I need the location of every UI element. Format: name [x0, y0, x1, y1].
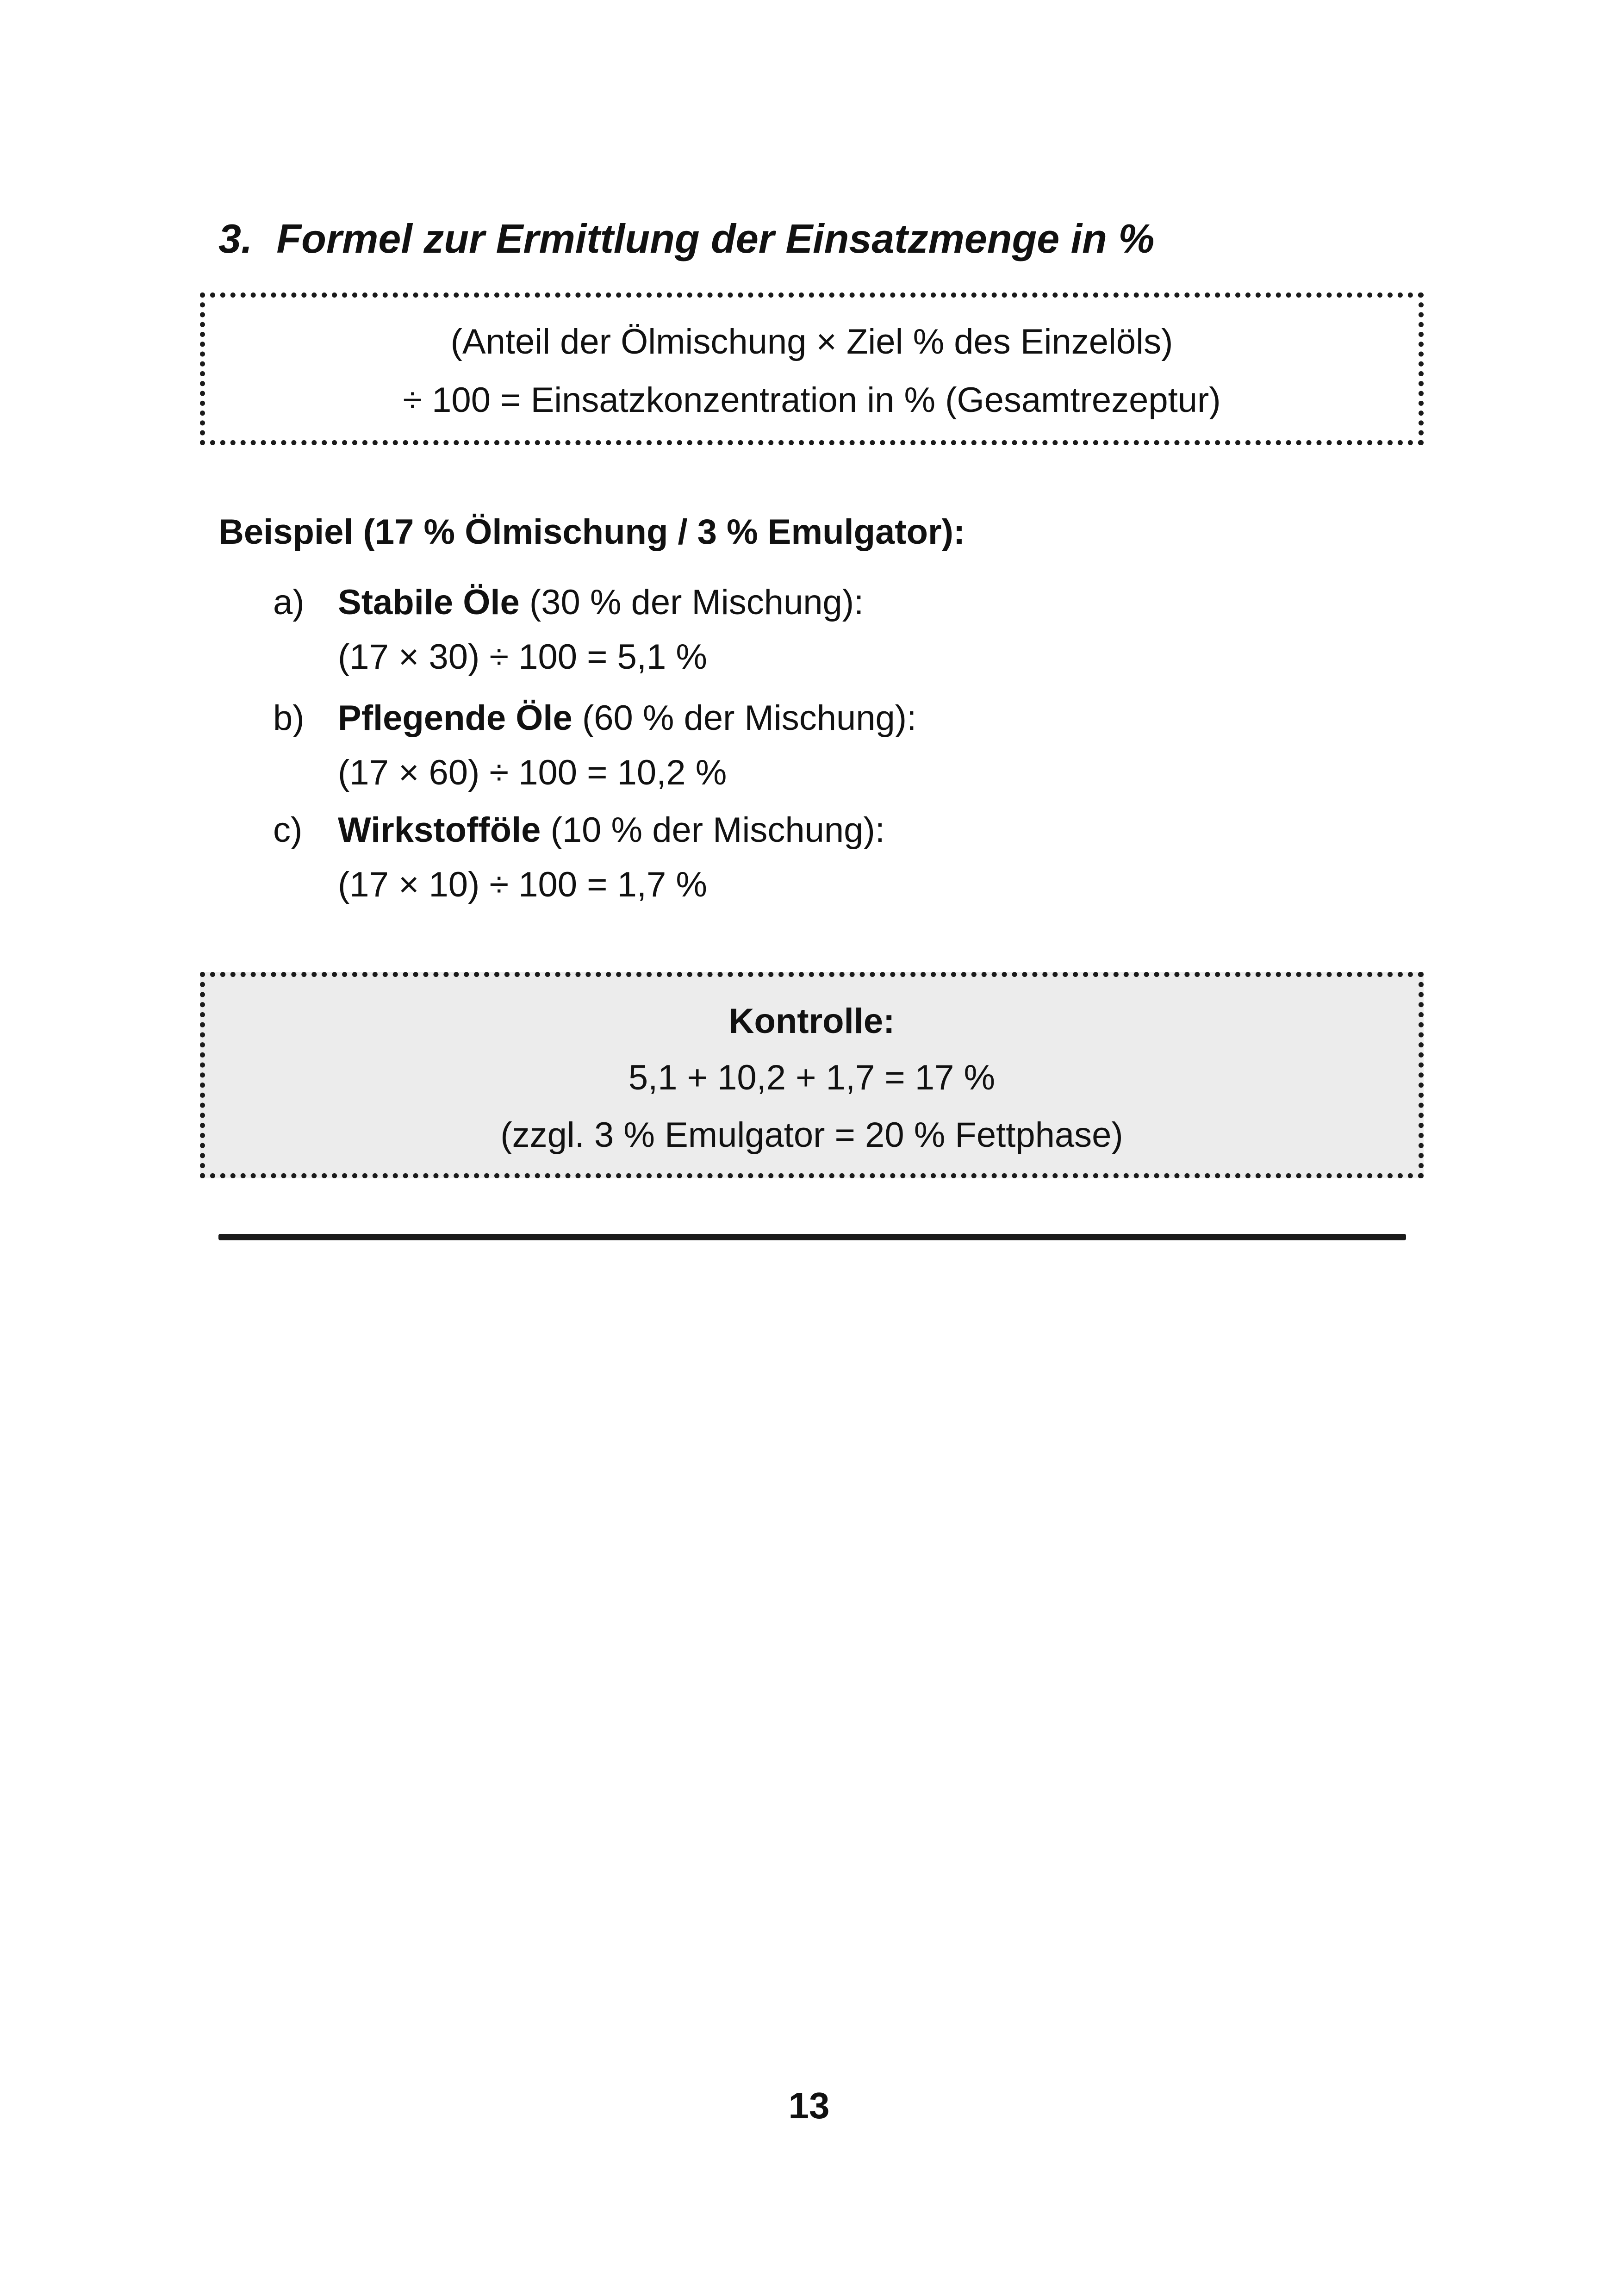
- item-calculation: (17 × 10) ÷ 100 = 1,7 %: [338, 865, 707, 904]
- control-sum: 5,1 + 10,2 + 1,7 = 17 %: [628, 1058, 996, 1097]
- control-box: [200, 972, 1424, 1178]
- item-description: [338, 810, 885, 850]
- formula-line-1: (Anteil der Ölmischung × Ziel % des Einzelöls): [450, 322, 1173, 361]
- item-share: (10 % der Mischung):: [541, 810, 885, 850]
- section-title: Formel zur Ermittlung der Einsatzmenge in %: [276, 216, 1155, 261]
- formula-line-2: ÷ 100 = Einsatzkonzentration in % (Gesamtrezeptur): [403, 380, 1221, 420]
- divider-rule: [218, 1234, 1406, 1240]
- item-share: (30 % der Mischung):: [519, 583, 864, 622]
- page-number: 13: [788, 2085, 830, 2126]
- control-title: Kontrolle:: [728, 1002, 895, 1041]
- list-marker: b): [273, 698, 305, 738]
- item-name: Pflegende Öle: [338, 698, 573, 738]
- item-description: [338, 698, 917, 738]
- section-heading: [218, 218, 1155, 259]
- item-share: (60 % der Mischung):: [572, 698, 917, 738]
- example-heading: Beispiel (17 % Ölmischung / 3 % Emulgator):: [218, 512, 965, 552]
- section-number: 3.: [218, 216, 253, 261]
- item-name: Stabile Öle: [338, 583, 520, 622]
- item-calculation: (17 × 30) ÷ 100 = 5,1 %: [338, 637, 707, 677]
- item-description: [338, 585, 864, 620]
- formula-box: [200, 292, 1424, 445]
- control-note: (zzgl. 3 % Emulgator = 20 % Fettphase): [500, 1115, 1123, 1155]
- list-marker: c): [273, 810, 303, 850]
- item-calculation: (17 × 60) ÷ 100 = 10,2 %: [338, 753, 727, 792]
- item-name: Wirkstofföle: [338, 810, 541, 850]
- list-marker: a): [273, 583, 305, 622]
